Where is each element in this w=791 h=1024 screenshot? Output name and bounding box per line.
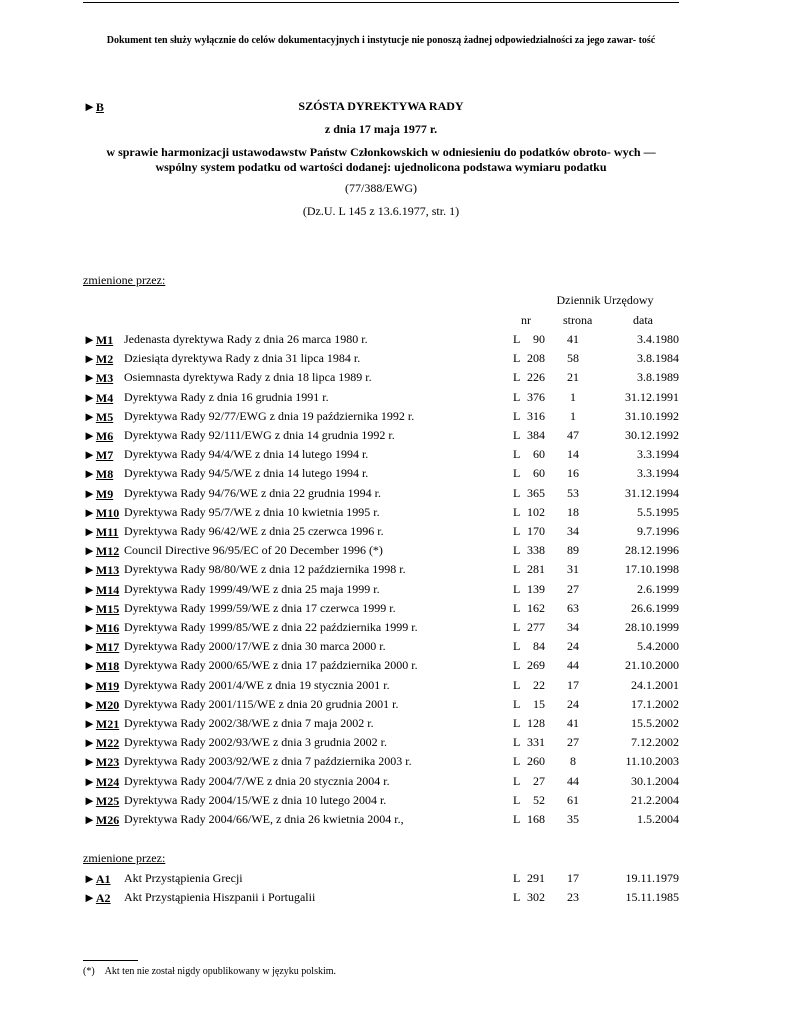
oj-series: L <box>513 504 521 519</box>
amendment-ref-link[interactable]: M17 <box>95 640 120 655</box>
amendment-marker[interactable] <box>83 599 119 619</box>
table-row <box>83 733 679 752</box>
column-header-nr: nr <box>521 313 531 327</box>
oj-page: 27 <box>567 581 579 596</box>
table-row <box>83 656 679 675</box>
table-row <box>83 695 679 714</box>
oj-page: 17 <box>567 871 579 885</box>
oj-page: 41 <box>567 332 579 346</box>
oj-number: 269 <box>527 658 545 673</box>
amendment-ref-link[interactable]: M18 <box>95 659 120 674</box>
amendment-marker[interactable] <box>83 869 111 889</box>
table-row <box>83 464 679 483</box>
amendment-marker[interactable] <box>83 714 119 734</box>
table-row <box>83 772 679 791</box>
amendment-ref-link[interactable]: M15 <box>95 601 120 616</box>
oj-page: 17 <box>567 677 579 692</box>
oj-series: L <box>513 677 521 692</box>
amendment-marker[interactable] <box>83 541 119 561</box>
oj-date: 3.3.1994 <box>637 466 679 481</box>
amendment-marker[interactable] <box>83 445 113 465</box>
amendment-ref-link[interactable]: M21 <box>95 717 120 731</box>
oj-date: 9.7.1996 <box>637 524 679 538</box>
amendment-description: Dyrektywa Rady 95/7/WE z dnia 10 kwietnia 1995 r. <box>124 504 380 519</box>
amendment-ref-link[interactable]: M5 <box>95 409 114 424</box>
oj-page: 47 <box>567 428 579 442</box>
arrow-right-icon: ► <box>83 696 96 712</box>
amendment-marker[interactable] <box>83 426 113 446</box>
oj-date: 30.12.1992 <box>625 428 679 442</box>
amendment-marker[interactable] <box>83 522 119 542</box>
amendment-description: Dyrektywa Rady 1999/85/WE z dnia 22 października 1999 r. <box>124 620 418 634</box>
table-row <box>83 541 679 560</box>
oj-number: 162 <box>527 600 545 615</box>
amendment-ref-link[interactable]: M13 <box>95 563 120 578</box>
oj-date: 31.12.1991 <box>625 389 679 404</box>
oj-page: 53 <box>567 485 579 500</box>
oj-date: 3.8.1989 <box>637 370 679 385</box>
arrow-right-icon: ► <box>83 792 96 808</box>
arrow-right-icon: ► <box>83 485 96 501</box>
oj-number: 128 <box>527 716 545 730</box>
oj-series: L <box>513 370 521 385</box>
disclaimer: Dokument ten służy wyłącznie do celów dokumentacyjnych i instytucje nie ponoszą żadnej odpowiedzialności za jego zawar- tość <box>106 35 656 46</box>
amendment-ref-link[interactable]: A1 <box>95 872 111 886</box>
arrow-right-icon: ► <box>83 677 96 693</box>
amendment-marker[interactable] <box>83 656 119 676</box>
document-title: SZÓSTA DYREKTYWA RADY <box>298 99 464 113</box>
table-row <box>83 368 679 387</box>
arrow-right-icon: ► <box>83 466 96 482</box>
amendment-ref-link[interactable]: M3 <box>95 371 114 386</box>
oj-page: 21 <box>567 370 579 385</box>
oj-number: 277 <box>527 620 545 634</box>
oj-page: 58 <box>567 351 579 366</box>
amendment-ref-link[interactable]: M12 <box>95 544 120 559</box>
oj-series: L <box>513 332 521 346</box>
arrow-right-icon: ► <box>83 812 96 827</box>
oj-number: 365 <box>527 485 545 500</box>
oj-series: L <box>513 600 521 615</box>
oj-number: 384 <box>527 428 545 442</box>
arrow-right-icon: ► <box>83 658 96 674</box>
oj-series: L <box>513 485 521 500</box>
arrow-right-icon: ► <box>83 389 96 405</box>
oj-series: L <box>513 735 521 750</box>
oj-date: 19.11.1979 <box>625 871 679 885</box>
column-header-date: data <box>633 313 653 327</box>
oj-date: 21.2.2004 <box>631 792 679 807</box>
arrow-right-icon: ► <box>83 639 96 655</box>
amendment-description: Dyrektywa Rady z dnia 16 grudnia 1991 r. <box>124 389 329 404</box>
oj-series: L <box>513 620 521 634</box>
oj-date: 1.5.2004 <box>637 812 679 826</box>
oj-page: 44 <box>567 773 579 788</box>
document-date: z dnia 17 maja 1977 r. <box>324 122 438 136</box>
amendment-description: Dyrektywa Rady 2001/4/WE z dnia 19 stycznia 2001 r. <box>124 677 390 692</box>
oj-series: L <box>513 773 521 788</box>
table-row <box>83 522 679 541</box>
oj-page: 18 <box>567 504 579 519</box>
oj-date: 15.11.1985 <box>625 890 679 905</box>
amendment-description: Dyrektywa Rady 2003/92/WE z dnia 7 października 2003 r. <box>124 754 412 769</box>
document-oj-reference: (Dz.U. L 145 z 13.6.1977, str. 1) <box>302 204 460 218</box>
oj-number: 90 <box>533 332 545 346</box>
amendment-ref-link[interactable]: M2 <box>95 352 114 367</box>
amendment-description: Council Directive 96/95/EC of 20 December 1996 (*) <box>124 543 383 558</box>
arrow-right-icon: ► <box>83 581 96 597</box>
amendment-description: Dyrektywa Rady 96/42/WE z dnia 25 czerwca 1996 r. <box>124 524 384 538</box>
oj-date: 26.6.1999 <box>631 600 679 615</box>
amendment-description: Dyrektywa Rady 92/111/EWG z dnia 14 grudnia 1992 r. <box>124 428 395 442</box>
arrow-right-icon: ► <box>83 99 96 114</box>
oj-page: 16 <box>567 466 579 481</box>
arrow-right-icon: ► <box>83 890 96 906</box>
oj-page: 35 <box>567 812 579 826</box>
amendment-description: Dyrektywa Rady 92/77/EWG z dnia 19 października 1992 r. <box>124 408 415 423</box>
oj-page: 14 <box>567 447 579 462</box>
oj-date: 31.12.1994 <box>625 485 679 500</box>
oj-date: 11.10.2003 <box>625 754 679 769</box>
oj-series: L <box>513 792 521 807</box>
footnote: (*) Akt ten nie został nigdy opublikowany w języku polskim. <box>83 966 337 977</box>
oj-series: L <box>513 581 521 596</box>
arrow-right-icon: ► <box>83 543 96 559</box>
arrow-right-icon: ► <box>83 370 96 386</box>
amendment-ref-link[interactable]: M16 <box>95 621 120 635</box>
oj-date: 28.10.1999 <box>625 620 679 634</box>
table-row <box>83 791 679 810</box>
amendment-ref-link[interactable]: M19 <box>95 678 120 693</box>
amendment-description: Dyrektywa Rady 94/5/WE z dnia 14 lutego 1994 r. <box>124 466 369 481</box>
oj-page: 34 <box>567 620 579 634</box>
amendment-marker[interactable] <box>83 791 119 811</box>
amendment-marker[interactable] <box>83 810 119 830</box>
arrow-right-icon: ► <box>83 600 96 616</box>
amendment-ref-link[interactable]: M11 <box>95 525 119 539</box>
amendment-ref-link[interactable]: M23 <box>95 755 120 770</box>
table-row <box>83 503 679 522</box>
amendment-description: Dyrektywa Rady 98/80/WE z dnia 12 października 1998 r. <box>124 562 406 577</box>
amendment-ref-link[interactable]: M14 <box>95 582 120 597</box>
amendment-marker[interactable] <box>83 330 113 350</box>
amendment-description: Osiemnasta dyrektywa Rady z dnia 18 lipca 1989 r. <box>124 370 372 385</box>
amendment-description: Dyrektywa Rady 2000/65/WE z dnia 17 października 2000 r. <box>124 658 418 673</box>
oj-series: L <box>513 428 521 442</box>
amendment-description: Dyrektywa Rady 2001/115/WE z dnia 20 grudnia 2001 r. <box>124 696 399 711</box>
oj-date: 3.4.1980 <box>637 332 679 346</box>
oj-series: L <box>513 890 521 905</box>
amendment-marker[interactable] <box>83 580 119 600</box>
oj-number: 281 <box>527 562 545 577</box>
oj-date: 3.3.1994 <box>637 447 679 462</box>
amendment-marker[interactable] <box>83 733 119 753</box>
oj-page: 24 <box>567 696 579 711</box>
arrow-right-icon: ► <box>83 562 96 578</box>
amendment-description: Jedenasta dyrektywa Rady z dnia 26 marca 1980 r. <box>124 332 368 346</box>
oj-page: 31 <box>567 562 579 577</box>
oj-page: 27 <box>567 735 579 750</box>
amendment-ref-link[interactable]: M26 <box>95 813 120 827</box>
oj-series: L <box>513 351 521 366</box>
top-rule <box>83 2 679 3</box>
arrow-right-icon: ► <box>83 754 96 770</box>
oj-number: 302 <box>527 890 545 905</box>
oj-page: 34 <box>567 524 579 538</box>
oj-page: 89 <box>567 543 579 558</box>
amendment-marker[interactable] <box>83 503 119 523</box>
oj-series: L <box>513 389 521 404</box>
oj-number: 226 <box>527 370 545 385</box>
oj-series: L <box>513 754 521 769</box>
table-row <box>83 445 679 464</box>
amendment-marker[interactable] <box>83 772 119 792</box>
amendment-description: Akt Przystąpienia Hiszpanii i Portugalii <box>124 890 316 905</box>
oj-number: 208 <box>527 351 545 366</box>
oj-number: 291 <box>527 871 545 885</box>
amendment-ref-link[interactable]: M4 <box>95 390 114 405</box>
oj-number: 84 <box>533 639 545 654</box>
table-row <box>83 388 679 407</box>
oj-number: 260 <box>527 754 545 769</box>
amendment-ref-link[interactable]: A2 <box>95 891 111 906</box>
oj-number: 170 <box>527 524 545 538</box>
oj-page: 8 <box>570 754 576 769</box>
table-row <box>83 618 679 637</box>
amendment-marker[interactable] <box>83 752 119 772</box>
oj-page: 23 <box>567 890 579 905</box>
table-row <box>83 349 679 368</box>
oj-series: L <box>513 639 521 654</box>
oj-series: L <box>513 562 521 577</box>
acts-label: zmienione przez: <box>83 851 166 865</box>
amendment-description: Dyrektywa Rady 1999/59/WE z dnia 17 czerwca 1999 r. <box>124 600 396 615</box>
oj-number: 376 <box>527 389 545 404</box>
oj-date: 7.12.2002 <box>631 735 679 750</box>
arrow-right-icon: ► <box>83 620 96 635</box>
arrow-right-icon: ► <box>83 871 96 886</box>
arrow-right-icon: ► <box>83 332 96 347</box>
amendment-description: Dyrektywa Rady 2004/66/WE, z dnia 26 kwietnia 2004 r., <box>124 812 404 826</box>
oj-date: 28.12.1996 <box>625 543 679 558</box>
oj-page: 61 <box>567 792 579 807</box>
arrow-right-icon: ► <box>83 524 96 539</box>
oj-date: 5.4.2000 <box>637 639 679 654</box>
oj-date: 30.1.2004 <box>631 773 679 788</box>
oj-date: 31.10.1992 <box>625 408 679 423</box>
oj-number: 316 <box>527 408 545 423</box>
table-row <box>83 888 679 907</box>
table-row <box>83 330 679 349</box>
oj-date: 3.8.1984 <box>637 351 679 366</box>
oj-series: L <box>513 696 521 711</box>
amendment-ref-link[interactable]: M6 <box>95 429 114 443</box>
oj-number: 331 <box>527 735 545 750</box>
arrow-right-icon: ► <box>83 408 96 424</box>
amendment-ref-link[interactable]: M22 <box>95 736 120 751</box>
arrow-right-icon: ► <box>83 428 96 443</box>
oj-date: 21.10.2000 <box>625 658 679 673</box>
table-row <box>83 580 679 599</box>
oj-number: 22 <box>533 677 545 692</box>
oj-page: 41 <box>567 716 579 730</box>
oj-number: 60 <box>533 466 545 481</box>
document-subject: w sprawie harmonizacji ustawodawstw Państw Członkowskich w odniesieniu do podatków obroto- wych — wspólny system podatku od wartości dodanej: ujednolicona podstawa wymiaru podatku <box>106 145 656 174</box>
amendment-ref-link[interactable]: M10 <box>95 505 120 520</box>
amendment-description: Dyrektywa Rady 94/76/WE z dnia 22 grudnia 1994 r. <box>124 485 381 500</box>
table-row <box>83 637 679 656</box>
table-row <box>83 810 679 829</box>
oj-date: 2.6.1999 <box>637 581 679 596</box>
oj-page: 44 <box>567 658 579 673</box>
oj-page: 1 <box>570 408 576 423</box>
oj-series: L <box>513 447 521 462</box>
amendment-description: Dyrektywa Rady 2000/17/WE z dnia 30 marca 2000 r. <box>124 639 386 654</box>
amendment-marker[interactable] <box>83 368 113 388</box>
amendment-ref-link[interactable]: M1 <box>95 333 114 347</box>
table-row <box>83 426 679 445</box>
amendment-marker[interactable] <box>83 349 113 369</box>
amendment-description: Dyrektywa Rady 94/4/WE z dnia 14 lutego 1994 r. <box>124 447 369 462</box>
amendment-description: Akt Przystąpienia Grecji <box>124 871 243 885</box>
table-row <box>83 484 679 503</box>
amendment-description: Dziesiąta dyrektywa Rady z dnia 31 lipca 1984 r. <box>124 351 361 366</box>
amendment-marker[interactable] <box>83 560 119 580</box>
amendment-description: Dyrektywa Rady 2002/38/WE z dnia 7 maja 2002 r. <box>124 716 374 730</box>
base-marker-label[interactable]: B <box>95 100 104 114</box>
oj-date: 15.5.2002 <box>631 716 679 730</box>
oj-number: 338 <box>527 543 545 558</box>
amendment-ref-link[interactable]: M25 <box>95 793 120 808</box>
amendment-ref-link[interactable]: M8 <box>95 467 114 482</box>
oj-series: L <box>513 871 521 885</box>
table-row <box>83 676 679 695</box>
amendment-ref-link[interactable]: M24 <box>95 774 120 789</box>
amendment-marker[interactable] <box>83 888 111 908</box>
oj-number: 15 <box>533 696 545 711</box>
oj-series: L <box>513 466 521 481</box>
oj-number: 52 <box>533 792 545 807</box>
amendment-marker[interactable] <box>83 637 119 657</box>
table-row <box>83 752 679 771</box>
arrow-right-icon: ► <box>83 716 96 731</box>
table-row <box>83 560 679 579</box>
oj-series: L <box>513 524 521 538</box>
oj-number: 139 <box>527 581 545 596</box>
amendment-ref-link[interactable]: M7 <box>95 448 114 463</box>
amendment-description: Dyrektywa Rady 2004/7/WE z dnia 20 stycznia 2004 r. <box>124 773 390 788</box>
amendment-marker[interactable] <box>83 388 113 408</box>
amendment-marker[interactable] <box>83 676 119 696</box>
oj-series: L <box>513 408 521 423</box>
oj-number: 102 <box>527 504 545 519</box>
oj-number: 168 <box>527 812 545 826</box>
oj-date: 17.1.2002 <box>631 696 679 711</box>
arrow-right-icon: ► <box>83 773 96 789</box>
oj-page: 24 <box>567 639 579 654</box>
oj-date: 24.1.2001 <box>631 677 679 692</box>
oj-number: 27 <box>533 773 545 788</box>
table-row <box>83 599 679 618</box>
amendment-marker[interactable] <box>83 484 113 504</box>
oj-page: 63 <box>567 600 579 615</box>
amendment-description: Dyrektywa Rady 2004/15/WE z dnia 10 lutego 2004 r. <box>124 792 387 807</box>
amendment-marker[interactable] <box>83 618 119 638</box>
amended-by-label: zmienione przez: <box>83 273 166 287</box>
column-header-page: strona <box>563 313 593 327</box>
oj-series: L <box>513 658 521 673</box>
journal-header: Dziennik Urzędowy <box>556 293 654 307</box>
amendment-description: Dyrektywa Rady 2002/93/WE z dnia 3 grudnia 2002 r. <box>124 735 387 750</box>
amendment-marker[interactable] <box>83 407 113 427</box>
oj-date: 5.5.1995 <box>637 504 679 519</box>
oj-page: 1 <box>570 389 576 404</box>
arrow-right-icon: ► <box>83 735 96 751</box>
footnote-rule <box>83 960 138 961</box>
arrow-right-icon: ► <box>83 447 96 463</box>
amendment-ref-link[interactable]: M9 <box>95 486 114 501</box>
document-number: (77/388/EWG) <box>345 181 417 195</box>
oj-number: 60 <box>533 447 545 462</box>
oj-series: L <box>513 716 521 730</box>
amendment-ref-link[interactable]: M20 <box>95 697 120 712</box>
table-row <box>83 869 679 888</box>
amendment-marker[interactable] <box>83 464 113 484</box>
arrow-right-icon: ► <box>83 504 96 520</box>
amendment-marker[interactable] <box>83 695 119 715</box>
table-row <box>83 714 679 733</box>
oj-series: L <box>513 812 521 826</box>
arrow-right-icon: ► <box>83 351 96 367</box>
amendment-description: Dyrektywa Rady 1999/49/WE z dnia 25 maja 1999 r. <box>124 581 380 596</box>
oj-date: 17.10.1998 <box>625 562 679 577</box>
oj-series: L <box>513 543 521 558</box>
table-row <box>83 407 679 426</box>
